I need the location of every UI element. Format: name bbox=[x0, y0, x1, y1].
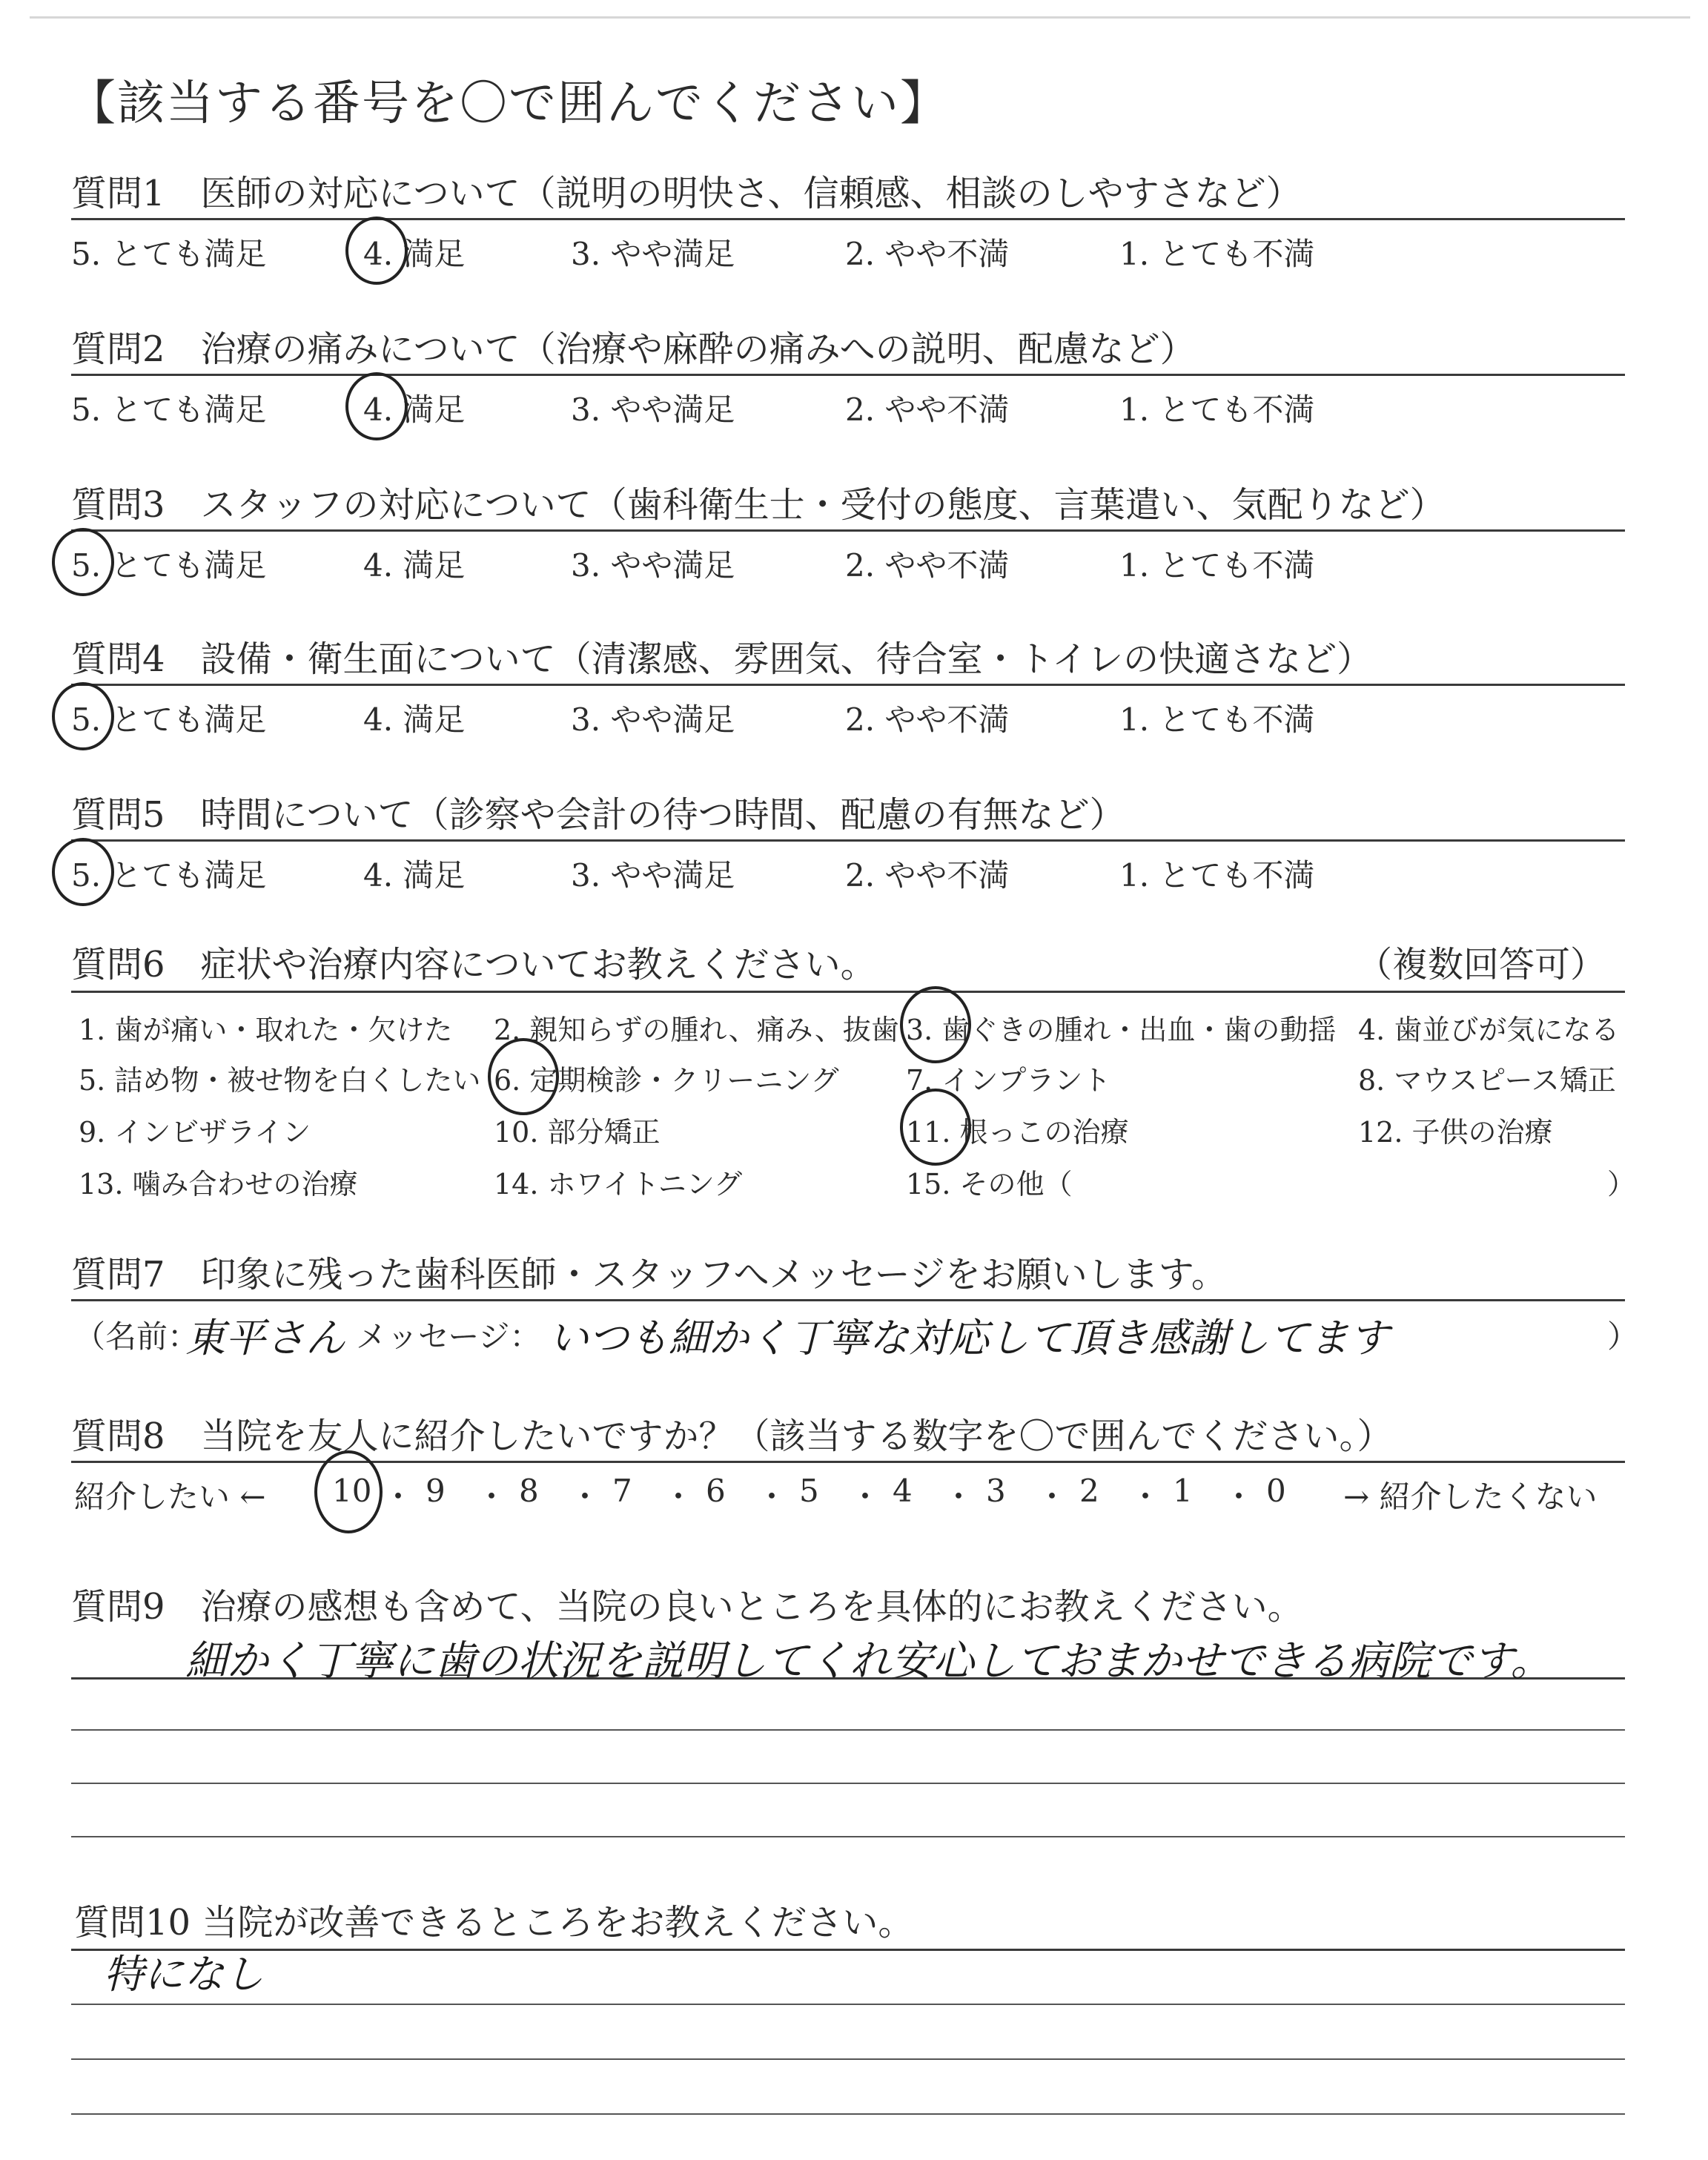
q6-option-2[interactable]: 2. 親知らずの腫れ、痛み、抜歯 bbox=[494, 1014, 899, 1046]
q2-rule bbox=[71, 374, 1625, 376]
q9-rule-2 bbox=[71, 1729, 1625, 1731]
q2-option-1[interactable]: 1. とても不満 bbox=[1119, 392, 1315, 428]
q8-scale-0[interactable]: 0 bbox=[1266, 1473, 1286, 1509]
q8-scale-3[interactable]: 3 bbox=[986, 1473, 1006, 1509]
q8-right-label: → 紹介したくない bbox=[1343, 1479, 1598, 1515]
q6-option-12[interactable]: 12. 子供の治療 bbox=[1358, 1116, 1553, 1149]
q5-option-5[interactable]: 5. とても満足 bbox=[71, 857, 267, 894]
scan-top-edge bbox=[30, 16, 1690, 19]
q6-option-1[interactable]: 1. 歯が痛い・取れた・欠けた bbox=[79, 1014, 453, 1046]
q6-rule bbox=[71, 991, 1625, 993]
q7-name-value[interactable]: 東平さん bbox=[185, 1315, 345, 1361]
q7-message-value[interactable]: いつも細かく丁寧な対応して頂き感謝してます bbox=[549, 1315, 1389, 1361]
q6-other-close: ） bbox=[1607, 1168, 1636, 1200]
q6-option-3[interactable]: 3. 歯ぐきの腫れ・出血・歯の動揺 bbox=[906, 1014, 1337, 1046]
q4-rule bbox=[71, 684, 1625, 686]
q6-option-13[interactable]: 13. 噛み合わせの治療 bbox=[79, 1168, 358, 1200]
q7-close-paren: ） bbox=[1607, 1318, 1639, 1355]
q3-option-1[interactable]: 1. とても不満 bbox=[1119, 547, 1315, 584]
q7-message-label: メッセージ： bbox=[356, 1318, 541, 1355]
q8-scale-8[interactable]: 8 bbox=[519, 1473, 539, 1509]
q4-option-1[interactable]: 1. とても不満 bbox=[1119, 701, 1315, 738]
q5-option-3[interactable]: 3. やや満足 bbox=[571, 857, 735, 894]
q8-scale-1[interactable]: 1 bbox=[1173, 1473, 1193, 1509]
q6-option-7[interactable]: 7. インプラント bbox=[906, 1064, 1111, 1097]
q8-separator: ・ bbox=[476, 1479, 508, 1515]
q6-option-11[interactable]: 11. 根っこの治療 bbox=[906, 1116, 1129, 1149]
q9-rule-3 bbox=[71, 1783, 1625, 1784]
q4-heading: 質問4 設備・衛生面について（清潔感、雰囲気、待合室・トイレの快適さなど） bbox=[71, 638, 1373, 680]
q8-separator: ・ bbox=[943, 1479, 975, 1515]
q7-heading: 質問7 印象に残った歯科医師・スタッフへメッセージをお願いします。 bbox=[71, 1254, 1227, 1295]
q2-heading: 質問2 治療の痛みについて（治療や麻酔の痛みへの説明、配慮など） bbox=[71, 328, 1196, 370]
q7-name-label: （名前： bbox=[74, 1318, 199, 1355]
q6-option-6[interactable]: 6. 定期検診・クリーニング bbox=[494, 1064, 839, 1097]
q2-option-3[interactable]: 3. やや満足 bbox=[571, 392, 735, 428]
q8-scale-9[interactable]: 9 bbox=[426, 1473, 446, 1509]
q3-option-4[interactable]: 4. 満足 bbox=[363, 547, 466, 584]
q8-separator: ・ bbox=[1036, 1479, 1068, 1515]
q6-option-9[interactable]: 9. インビザライン bbox=[79, 1116, 311, 1149]
q9-rule-4 bbox=[71, 1836, 1625, 1837]
q2-option-2[interactable]: 2. やや不満 bbox=[845, 392, 1010, 428]
q8-heading: 質問8 当院を友人に紹介したいですか？（該当する数字を〇で囲んでください。） bbox=[71, 1416, 1393, 1457]
q3-option-3[interactable]: 3. やや満足 bbox=[571, 547, 735, 584]
q5-option-4[interactable]: 4. 満足 bbox=[363, 857, 466, 894]
q6-heading: 質問6 症状や治療内容についてお教えください。 bbox=[71, 944, 876, 985]
q8-scale-5[interactable]: 5 bbox=[799, 1473, 819, 1509]
q10-rule-1 bbox=[71, 1949, 1625, 1951]
q8-scale-7[interactable]: 7 bbox=[612, 1473, 632, 1509]
q8-separator: ・ bbox=[756, 1479, 788, 1515]
q4-option-2[interactable]: 2. やや不満 bbox=[845, 701, 1010, 738]
q3-option-2[interactable]: 2. やや不満 bbox=[845, 547, 1010, 584]
q8-scale-2[interactable]: 2 bbox=[1079, 1473, 1099, 1509]
q3-heading: 質問3 スタッフの対応について（歯科衛生士・受付の態度、言葉遣い、気配りなど） bbox=[71, 484, 1446, 526]
q10-rule-3 bbox=[71, 2058, 1625, 2060]
q6-option-14[interactable]: 14. ホワイトニング bbox=[494, 1168, 743, 1200]
q8-separator: ・ bbox=[850, 1479, 881, 1515]
q8-rule bbox=[71, 1461, 1625, 1463]
q8-separator: ・ bbox=[383, 1479, 414, 1515]
q4-option-4[interactable]: 4. 満足 bbox=[363, 701, 466, 738]
q4-option-3[interactable]: 3. やや満足 bbox=[571, 701, 735, 738]
page-title: 【該当する番号を〇で囲んでください】 bbox=[68, 76, 949, 131]
q5-option-1[interactable]: 1. とても不満 bbox=[1119, 857, 1315, 894]
q8-separator: ・ bbox=[569, 1479, 601, 1515]
q1-option-3[interactable]: 3. やや満足 bbox=[571, 236, 735, 272]
q8-scale-6[interactable]: 6 bbox=[706, 1473, 726, 1509]
q9-answer[interactable]: 細かく丁寧に歯の状況を説明してくれ安心しておまかせできる病院です。 bbox=[185, 1637, 1552, 1685]
q8-separator: ・ bbox=[1130, 1479, 1162, 1515]
q3-option-5[interactable]: 5. とても満足 bbox=[71, 547, 267, 584]
q10-heading: 質問10 当院が改善できるところをお教えください。 bbox=[74, 1902, 914, 1943]
q1-rule bbox=[71, 218, 1625, 220]
q6-option-4[interactable]: 4. 歯並びが気になる bbox=[1358, 1014, 1620, 1046]
q5-option-2[interactable]: 2. やや不満 bbox=[845, 857, 1010, 894]
q5-heading: 質問5 時間について（診察や会計の待つ時間、配慮の有無など） bbox=[71, 794, 1125, 836]
q10-rule-2 bbox=[71, 2004, 1625, 2005]
q2-option-4[interactable]: 4. 満足 bbox=[363, 392, 466, 428]
q8-scale-10[interactable]: 10 bbox=[332, 1473, 372, 1509]
q6-option-10[interactable]: 10. 部分矯正 bbox=[494, 1116, 661, 1149]
q3-rule bbox=[71, 529, 1625, 532]
q4-option-5[interactable]: 5. とても満足 bbox=[71, 701, 267, 738]
q6-option-8[interactable]: 8. マウスピース矯正 bbox=[1358, 1064, 1616, 1097]
q10-rule-4 bbox=[71, 2113, 1625, 2115]
q6-note: （複数回答可） bbox=[1357, 944, 1606, 985]
q10-answer[interactable]: 特になし bbox=[104, 1951, 264, 1998]
q1-option-4[interactable]: 4. 満足 bbox=[363, 236, 466, 272]
q1-heading: 質問1 医師の対応について（説明の明快さ、信頼感、相談のしやすさなど） bbox=[71, 173, 1302, 214]
q7-rule bbox=[71, 1299, 1625, 1301]
q8-separator: ・ bbox=[1223, 1479, 1255, 1515]
q2-option-5[interactable]: 5. とても満足 bbox=[71, 392, 267, 428]
q8-scale-4[interactable]: 4 bbox=[893, 1473, 913, 1509]
q5-rule bbox=[71, 839, 1625, 842]
q9-heading: 質問9 治療の感想も含めて、当院の良いところを具体的にお教えください。 bbox=[71, 1586, 1303, 1628]
q1-option-2[interactable]: 2. やや不満 bbox=[845, 236, 1010, 272]
q8-left-label: 紹介したい ← bbox=[74, 1479, 266, 1515]
q1-option-1[interactable]: 1. とても不満 bbox=[1119, 236, 1315, 272]
q8-separator: ・ bbox=[663, 1479, 695, 1515]
q6-option-5[interactable]: 5. 詰め物・被せ物を白くしたい bbox=[79, 1064, 481, 1097]
q1-option-5[interactable]: 5. とても満足 bbox=[71, 236, 267, 272]
q6-option-15[interactable]: 15. その他（ bbox=[906, 1168, 1073, 1200]
